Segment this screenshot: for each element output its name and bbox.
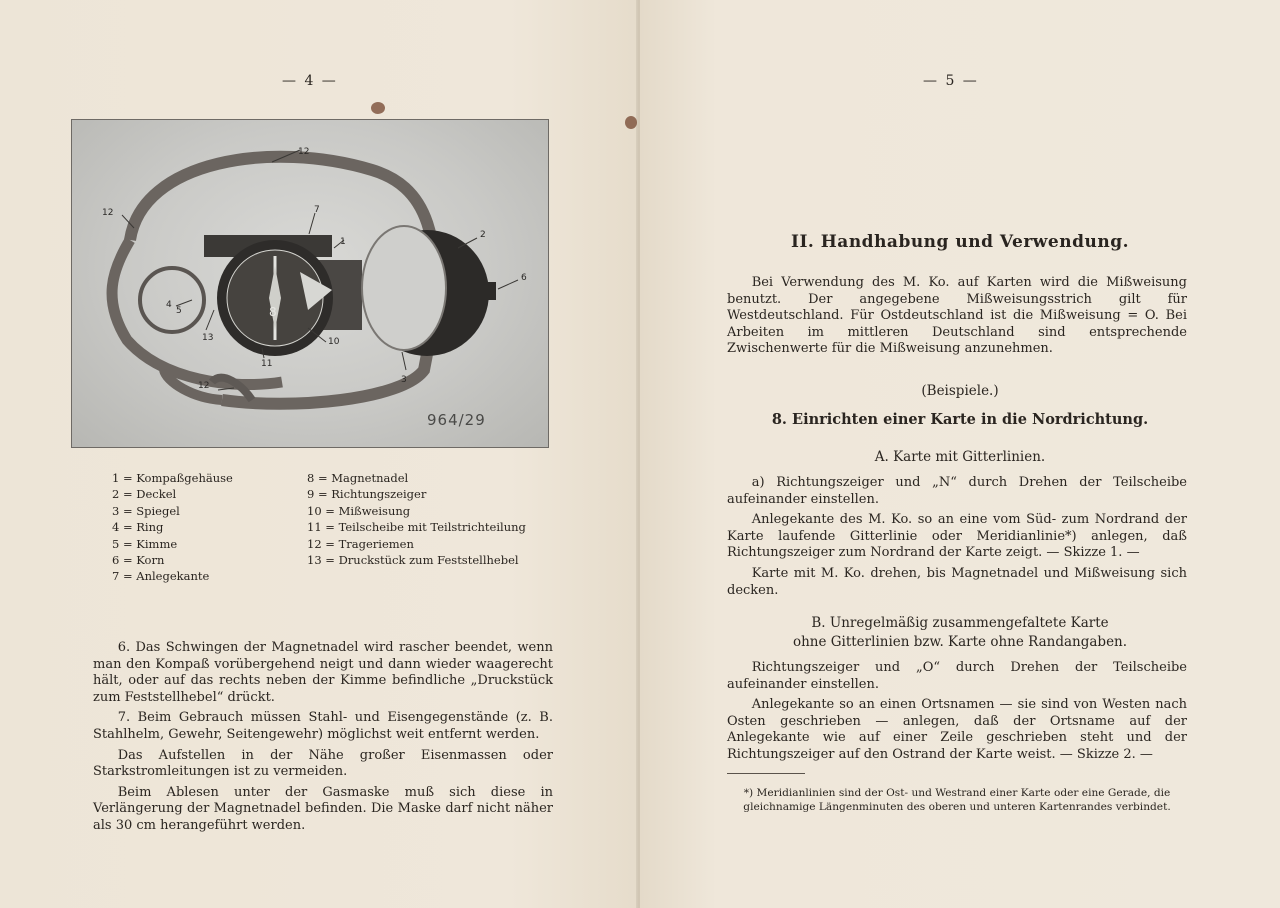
svg-text:8: 8 [269,305,277,319]
section-title: II. Handhabung und Verwendung. [791,232,1129,252]
callout-label: 12 [198,381,210,391]
callout-label: 13 [202,333,214,343]
paragraph: 6. Das Schwingen der Magnetnadel wird rascher beendet, wenn man den Kompaß vorübergehend neigt und dann wieder waagerecht hält, oder auf das rechts neben der Kimme befindliche „Druckstück zum Feststellhebel“ drückt. [93,640,553,705]
callout-label: 4 [166,300,172,310]
paragraph: Das Aufstellen in der Nähe großer Eisenmassen oder Starkstromleitungen ist zu vermeiden. [93,747,553,780]
legend-item: 12 = Trageriemen [307,536,414,551]
legend-item: 1 = Kompaßgehäuse [112,471,233,485]
part-b-title: B. Unregelmäßig zusammengefaltete Karte [811,615,1109,631]
page-number-left: — 4 — [282,73,338,89]
subsection-title: 8. Einrichten einer Karte in die Nordrichtung. [771,411,1149,428]
legend-item: 6 = Korn [112,553,165,568]
callout-label: 6 [521,273,527,283]
paragraph: a) Richtungszeiger und „N“ durch Drehen der Teilscheibe aufeinander einstellen. [727,475,1187,507]
left-page [0,0,638,908]
paragraph: Anlegekante so an einen Ortsnamen — sie sind von Westen nach Osten geschrieben — anlegen, daß der Ortsname auf der Anlegekante wie auf einer Zeile geschrieben steht und der Richtungszeiger auf den Ostrand der Karte weist. — Skizze 2. — [727,697,1187,762]
ink-stain [371,102,385,114]
photo-catalog-number: 964/29 [427,411,486,429]
legend-item: 7 = Anlegekante [112,569,210,584]
callout-label: 3 [401,375,407,385]
paragraph: Beim Ablesen unter der Gasmaske muß sich diese in Verlängerung der Magnetnadel befinden. Die Maske darf nicht näher als 30 cm herangeführt werden. [93,784,553,833]
legend-item: 9 = Richtungszeiger [307,487,427,502]
legend-item: 2 = Deckel [112,487,177,502]
legend-item: 5 = Kimme [112,536,178,551]
callout-label: 7 [314,205,320,215]
legend-item: 4 = Ring [112,520,164,535]
page-number-right: — 5 — [923,73,979,89]
legend-column-right [307,470,526,568]
paragraph: Karte mit M. Ko. drehen, bis Magnetnadel und Mißweisung sich decken. [727,565,1187,598]
callout-label: 11 [261,359,273,369]
footnote: *) Meridianlinien sind der Ost- und Westrand einer Karte oder eine Gerade, die gleichnamige Längenminuten des oberen und unteren Kartenrandes verbindet. [743,787,1171,813]
compass-photo [71,119,549,448]
callout-label: 5 [176,306,182,316]
legend-item: 11 = Teilscheibe mit Teilstrichteilung [307,520,526,535]
callout-label: 1 [340,237,346,247]
callout-label: 10 [328,337,340,347]
legend-item: 3 = Spiegel [112,503,180,518]
legend-column-left [112,470,233,585]
part-a-title: A. Karte mit Gitterlinien. [874,449,1046,465]
part-b-text [727,660,1187,768]
paragraph: 7. Beim Gebrauch müssen Stahl- und Eisengegenstände (z. B. Stahlhelm, Gewehr, Seitengewehr) möglichst weit entfernt werden. [93,710,553,742]
part-b-subtitle: ohne Gitterlinien bzw. Karte ohne Randangaben. [792,634,1128,650]
callout-label: 2 [480,230,486,240]
paragraph: Bei Verwendung des M. Ko. auf Karten wird die Mißweisung benutzt. Der angegebene Mißweisungsstrich gilt für Westdeutschland. Für Ostdeutschland ist die Mißweisung = O. Bei Arbeiten im mittleren Deutschland sind entsprechende Zwischenwerte für die Mißweisung anzunehmen. [727,275,1187,357]
intro-text [727,275,1187,362]
callout-label: 12 [298,147,310,157]
examples-label: (Beispiele.) [921,383,999,399]
ink-stain [625,116,637,129]
callout-label: 12 [102,208,114,218]
paragraph: Anlegekante des M. Ko. so an eine vom Süd- zum Nordrand der Karte laufende Gitterlinie oder Meridianlinie*) anlegen, daß Richtungszeiger zum Nordrand der Karte zeigt. — Skizze 1. — [727,512,1187,561]
paragraph: Richtungszeiger und „O“ durch Drehen der Teilscheibe aufeinander einstellen. [727,660,1187,692]
legend-item: 10 = Mißweisung [307,503,411,518]
left-body-text [93,640,553,839]
legend-item: 13 = Druckstück zum Feststellhebel [307,553,519,568]
part-a-text [727,475,1187,603]
legend-item: 8 = Magnetnadel [307,471,409,485]
footnote-rule [727,773,805,774]
